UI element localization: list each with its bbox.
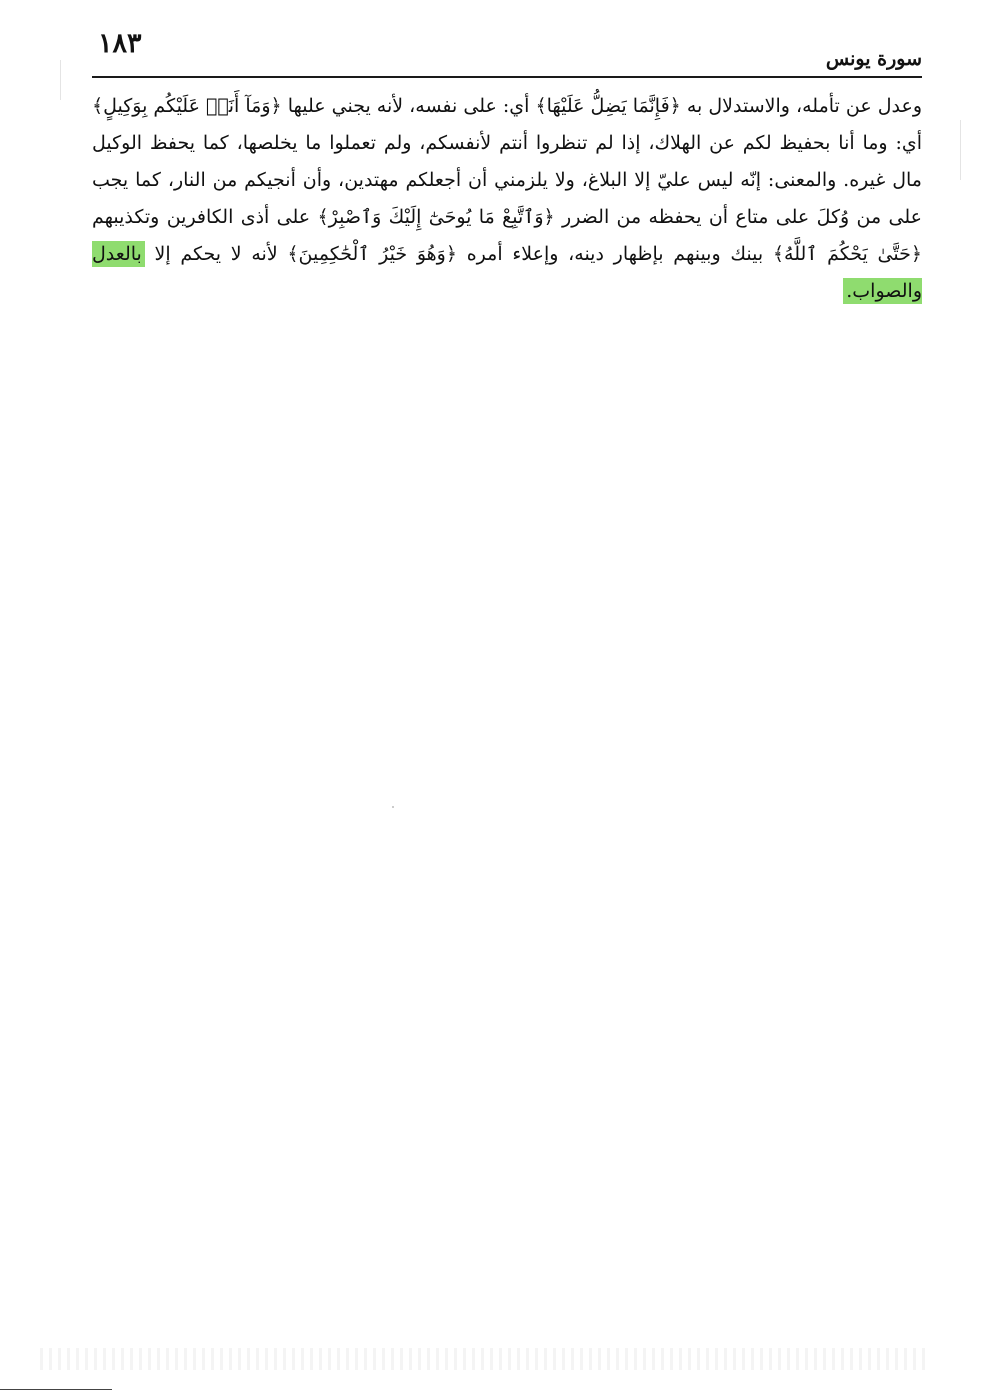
text-segment: وعدل عن تأمله، والاستدلال به bbox=[680, 95, 922, 117]
quran-quote: ﴿وَهُوَ خَيْرُ ٱلْحَٰكِمِينَ﴾ bbox=[287, 243, 457, 265]
page-number: ١٨٣ bbox=[98, 28, 142, 59]
scan-speck bbox=[960, 120, 961, 180]
text-segment: لأنه لا يحكم إلا bbox=[144, 243, 288, 265]
scan-speck bbox=[392, 806, 394, 808]
quran-quote: ﴿وَٱتَّبِعْ مَا يُوحَىٰٓ إِلَيْكَ وَٱصْبِرْ﴾ bbox=[317, 206, 555, 228]
text-segment: على أذى الكافرين وتكذيبهم bbox=[92, 206, 318, 228]
text-segment: أي: وما أنا بحفيظ لكم عن الهلاك، إذا لم تنظروا أنتم لأنفسكم، ولم تعملوا ما يخلصها، كما يحفظ الوكيل مال غيره. والمعنى: إنّه ليس عليّ إلا البلاغ، ولا يلزمني أن أجعلكم مهتدين، وأن أنجيكم من النار، كما يجب على من وُكلَ على متاع أن يحفظه من الضرر bbox=[92, 132, 922, 228]
quran-quote: ﴿وَمَآ أَنَا۠ عَلَيْكُم بِوَكِيلٍ﴾ bbox=[91, 95, 282, 117]
quran-quote: ﴿حَتَّىٰ يَحْكُمَ ٱللَّهُ﴾ bbox=[772, 243, 923, 265]
scan-speck bbox=[60, 60, 61, 100]
scan-bleed-through bbox=[40, 1348, 930, 1370]
bottom-rule bbox=[0, 1389, 112, 1390]
highlighted-text[interactable]: بالعدل والصواب. bbox=[92, 243, 922, 302]
commentary-paragraph bbox=[92, 88, 922, 310]
text-segment: بينك وبينهم بإظهار دينه، وإعلاء أمره bbox=[456, 243, 773, 265]
page-header bbox=[92, 28, 922, 74]
header-rule bbox=[92, 76, 922, 78]
surah-title: سورة يونس bbox=[825, 48, 922, 70]
text-segment: أي: على نفسه، لأنه يجني عليها bbox=[281, 95, 536, 117]
quran-quote: ﴿فَإِنَّمَا يَضِلُّ عَلَيْهَا﴾ bbox=[535, 95, 681, 117]
